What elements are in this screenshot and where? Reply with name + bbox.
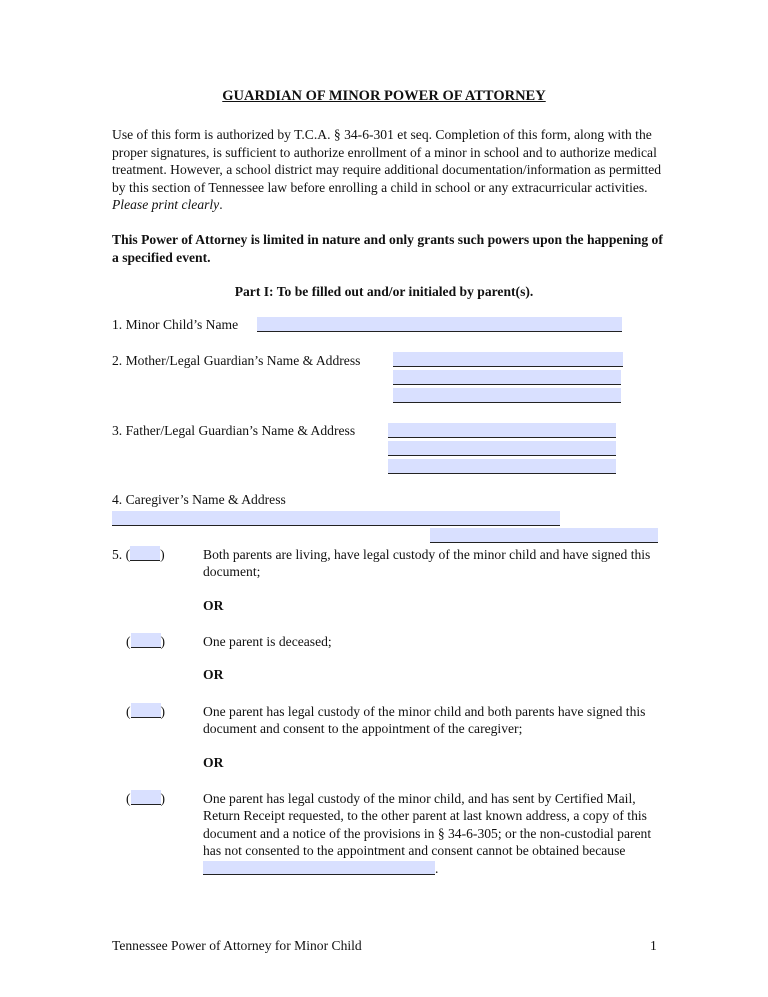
mother-address-line2-field[interactable]: [393, 388, 621, 403]
father-label: 3. Father/Legal Guardian’s Name & Address: [112, 423, 356, 438]
part1-heading: Part I: To be filled out and/or initialed by parent(s).: [234, 284, 534, 299]
document-title: GUARDIAN OF MINOR POWER OF ATTORNEY: [222, 88, 546, 104]
option4-check: ( ): [126, 791, 166, 806]
mother-label: 2. Mother/Legal Guardian’s Name & Address: [112, 353, 361, 368]
option2-initial-box[interactable]: [131, 633, 161, 648]
item5-number: 5.: [112, 547, 123, 562]
father-address-line1-field[interactable]: [388, 441, 616, 456]
caregiver-name-field[interactable]: [112, 511, 560, 526]
mother-name-field[interactable]: [393, 352, 623, 367]
mother-address-line1-field[interactable]: [393, 370, 621, 385]
intro-paragraph: [112, 126, 667, 214]
father-name-field[interactable]: [388, 423, 616, 438]
option2-text: One parent is deceased;: [203, 634, 332, 649]
minor-child-label: 1. Minor Child’s Name: [112, 317, 239, 332]
option2-check: ( ): [126, 634, 166, 649]
or-label: OR: [203, 755, 224, 770]
option4-body: One parent has legal custody of the minor child, and has sent by Certified Mail, Return Receipt requested, to the other parent at last known address, a copy of this document and a notice of the provisions in § 34-6-305; or the non-custodial parent has not consented to the appointment and consent cannot be obtained because: [203, 791, 652, 859]
option3-check: ( ): [126, 704, 166, 719]
or-label: OR: [203, 598, 224, 613]
option4-text: [203, 790, 663, 877]
or-label: OR: [203, 667, 224, 682]
page-number: 1: [650, 938, 657, 953]
minor-child-name-field[interactable]: [257, 317, 622, 332]
father-address-line2-field[interactable]: [388, 459, 616, 474]
option1-text: Both parents are living, have legal custody of the minor child and have signed this document;: [203, 547, 651, 580]
option1-check: 5. ( ): [112, 547, 165, 562]
option3-initial-box[interactable]: [131, 703, 161, 718]
option4-initial-box[interactable]: [131, 790, 161, 805]
option4-end: .: [435, 860, 439, 876]
intro-main-text: Use of this form is authorized by T.C.A. § 34-6-301 et seq. Completion of this form, along with the proper signatures, is sufficient to authorize enrollment of a minor in school and to authorize medical treatment. However, a school district may require additional documentation/information as permitted by this section of Tennessee law before enrolling a child in school or any extracurricular activities.: [112, 127, 662, 195]
footer-title: Tennessee Power of Attorney for Minor Child: [112, 938, 362, 953]
option1-initial-box[interactable]: [130, 546, 160, 561]
option4-reason-field[interactable]: [203, 861, 435, 875]
option3-text: One parent has legal custody of the minor child and both parents have signed this document and consent to the appointment of the caregiver;: [203, 704, 646, 737]
limited-notice: This Power of Attorney is limited in nature and only grants such powers upon the happening of a specified event.: [112, 232, 663, 265]
intro-end-text: .: [219, 197, 223, 213]
caregiver-label: 4. Caregiver’s Name & Address: [112, 492, 286, 507]
intro-italic-text: Please print clearly: [112, 197, 220, 213]
caregiver-address-field[interactable]: [430, 528, 658, 543]
